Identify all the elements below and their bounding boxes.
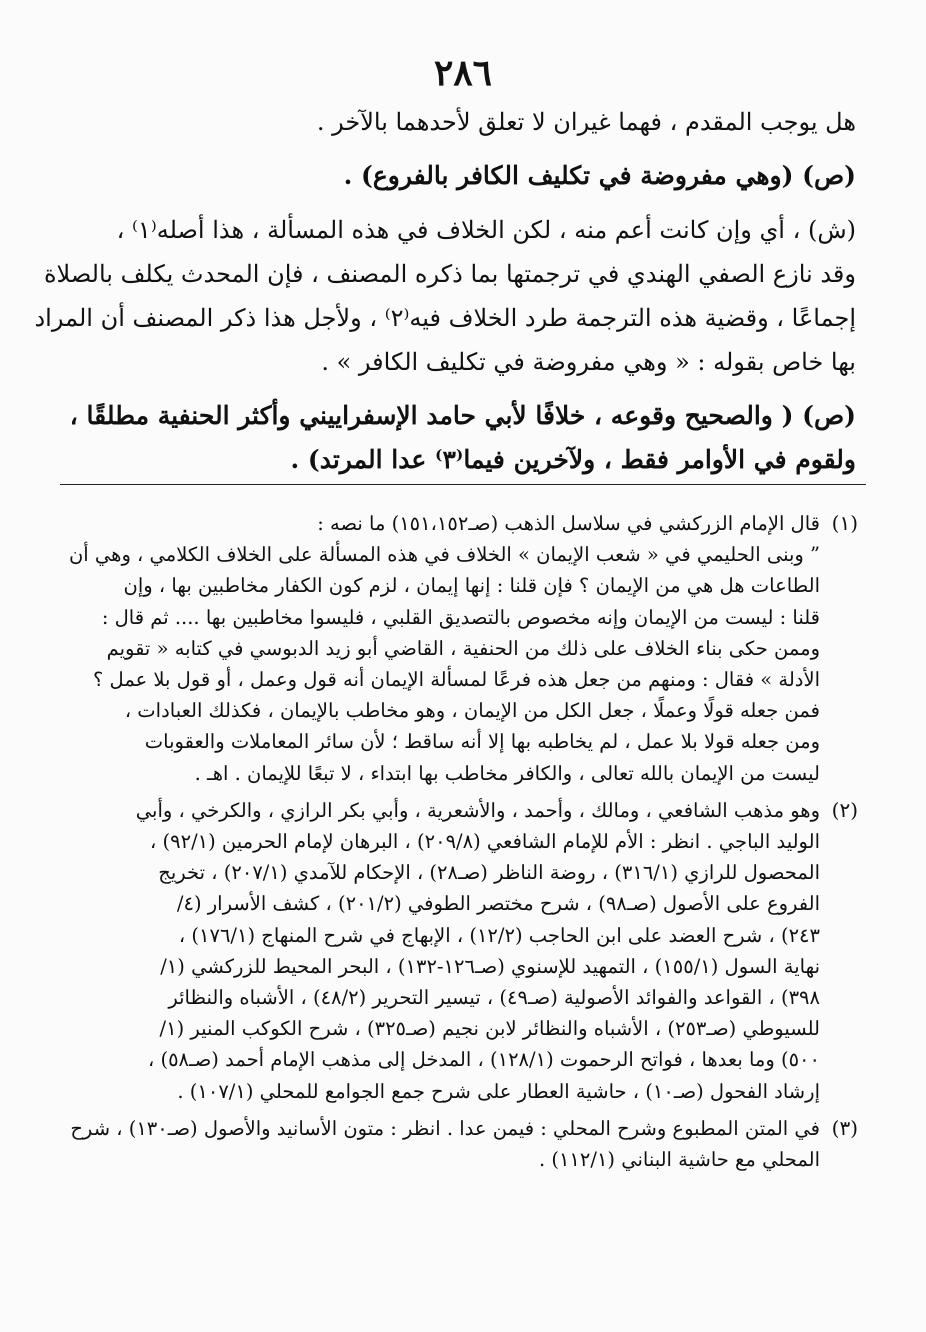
footnote-line: الوليد الباجي . انظر : الأم للإمام الشافعي (٢٠٩/٨) ، البرهان لإمام الحرمين (٩٢/١) ، xyxy=(150,830,820,854)
matn-line: (ص) ( والصحيح وقوعه ، خلافًا لأبي حامد الإسفراييني وأكثر الحنفية مطلقًا ، xyxy=(69,401,856,430)
footnote-line: المحلي مع حاشية البناني (١١٢/١) . xyxy=(538,1148,820,1172)
footnote-line: ومن جعله قولا بلا عمل ، لم يخاطبه بها إلا أنه ساقط ؛ لأن سائر المعاملات والعقوبات xyxy=(144,730,820,754)
footnote-line: ٥٠٠) وما بعدها ، فواتح الرحموت (١٢٨/١) ، المدخل إلى مذهب الإمام أحمد (صـ٥٨) ، xyxy=(147,1048,820,1072)
footnote-line: ليست من الإيمان بالله تعالى ، والكافر مخاطب بها ابتداء ، لا تبعًا للإيمان . اهـ . xyxy=(194,761,820,785)
footnote-line: وممن حكى بناء الخلاف على ذلك من الحنفية ، القاضي أبو زيد الدبوسي في كتابه « تقويم xyxy=(106,636,820,660)
paragraph-line: إجماعًا ، وقضية هذه الترجمة طرد الخلاف فيه⁽٢⁾ ، ولأجل هذا ذكر المصنف أن المراد xyxy=(34,304,856,332)
paragraph-line: وقد نازع الصفي الهندي في ترجمتها بما ذكره المصنف ، فإن المحدث يكلف بالصلاة xyxy=(43,260,856,288)
footnote-line: وهو مذهب الشافعي ، ومالك ، وأحمد ، والأشعرية ، وأبي بكر الرازي ، والكرخي ، وأبي xyxy=(135,798,820,822)
footnote-line: إرشاد الفحول (صـ١٠) ، حاشية العطار على شرح جمع الجوامع للمحلي (١٠٧/١) . xyxy=(177,1079,820,1103)
footnote-3 xyxy=(58,1113,858,1175)
footnote-line: ٢٤٣) ، شرح العضد على ابن الحاجب (١٢/٢) ، الإبهاج في شرح المنهاج (١٧٦/١) ، xyxy=(178,923,820,947)
footnote-1 xyxy=(58,508,858,789)
footnote-line: الأدلة » فقال : ومنهم من جعل هذه فرعًا لمسألة الإيمان أنه قول وعمل ، أو قول بلا عمل ؟ xyxy=(93,668,820,692)
footnotes xyxy=(58,508,858,1181)
footnote-line: للسيوطي (صـ٢٥٣) ، الأشباه والنظائر لابن نجيم (صـ٣٢٥) ، شرح الكوكب المنير (١/ xyxy=(159,1017,820,1041)
footnote-line: الطاعات هل هي من الإيمان ؟ فإن قلنا : إنها إيمان ، لزم كون الكفار مخاطبين بها ، وإن xyxy=(123,574,820,598)
paragraph-line: هل يوجب المقدم ، فهما غيران لا تعلق لأحدهما بالآخر . xyxy=(316,108,856,136)
main-text xyxy=(34,100,856,482)
matn-heading: (ص) (وهي مفروضة في تكليف الكافر بالفروع) . xyxy=(343,161,856,190)
footnote-line: فمن جعله قولًا وعملًا ، جعل الكل من الإيمان ، وهو مخاطب بالإيمان ، فكذلك العبادات ، xyxy=(124,699,820,723)
footnote-line: في المتن المطبوع وشرح المحلي : فيمن عدا . انظر : متون الأسانيد والأصول (صـ١٣٠) ، شرح xyxy=(70,1116,820,1140)
footnote-line: الفروع على الأصول (صـ٩٨) ، شرح مختصر الطوفي (٢٠١/٢) ، كشف الأسرار (٤/ xyxy=(176,892,820,916)
footnote-number: (٢) xyxy=(831,797,858,822)
footnote-line: المحصول للرازي (٣١٦/١) ، روضة الناظر (صـ٢٨) ، الإحكام للآمدي (٢٠٧/١) ، تخريج xyxy=(158,861,820,885)
paragraph-line: بها خاص بقوله : « وهي مفروضة في تكليف الكافر » . xyxy=(321,348,856,376)
footnote-separator xyxy=(60,484,866,485)
paragraph-line: (ش) ، أي وإن كانت أعم منه ، لكن الخلاف في هذه المسألة ، هذا أصله⁽١⁾ ، xyxy=(116,216,856,244)
footnote-line: ٣٩٨) ، القواعد والفوائد الأصولية (صـ٤٩) ، تيسير التحرير (٤٨/٢) ، الأشباه والنظائر xyxy=(168,986,820,1010)
footnote-line: قلنا : ليست من الإيمان وإنه مخصوص بالتصديق القلبي ، فليسوا مخاطبين بها .... ثم قال : xyxy=(101,605,820,629)
footnote-line: ” وبنى الحليمي في « شعب الإيمان » الخلاف في هذه المسألة على الخلاف الكلامي ، وهي أن xyxy=(68,543,820,567)
footnote-line: قال الإمام الزركشي في سلاسل الذهب (صـ١٥١،١٥٢) ما نصه : xyxy=(317,512,820,535)
footnote-line: نهاية السول (١٥٥/١) ، التمهيد للإسنوي (صـ١٢٦-١٣٢) ، البحر المحيط للزركشي (١/ xyxy=(160,954,820,978)
footnote-2 xyxy=(58,795,858,1107)
page-number: ٢٨٦ xyxy=(433,52,492,94)
footnote-number: (٣) xyxy=(831,1115,858,1140)
footnote-number: (١) xyxy=(831,511,858,535)
matn-line: ولقوم في الأوامر فقط ، ولآخرين فيما⁽٣⁾ عدا المرتد) . xyxy=(290,445,856,474)
